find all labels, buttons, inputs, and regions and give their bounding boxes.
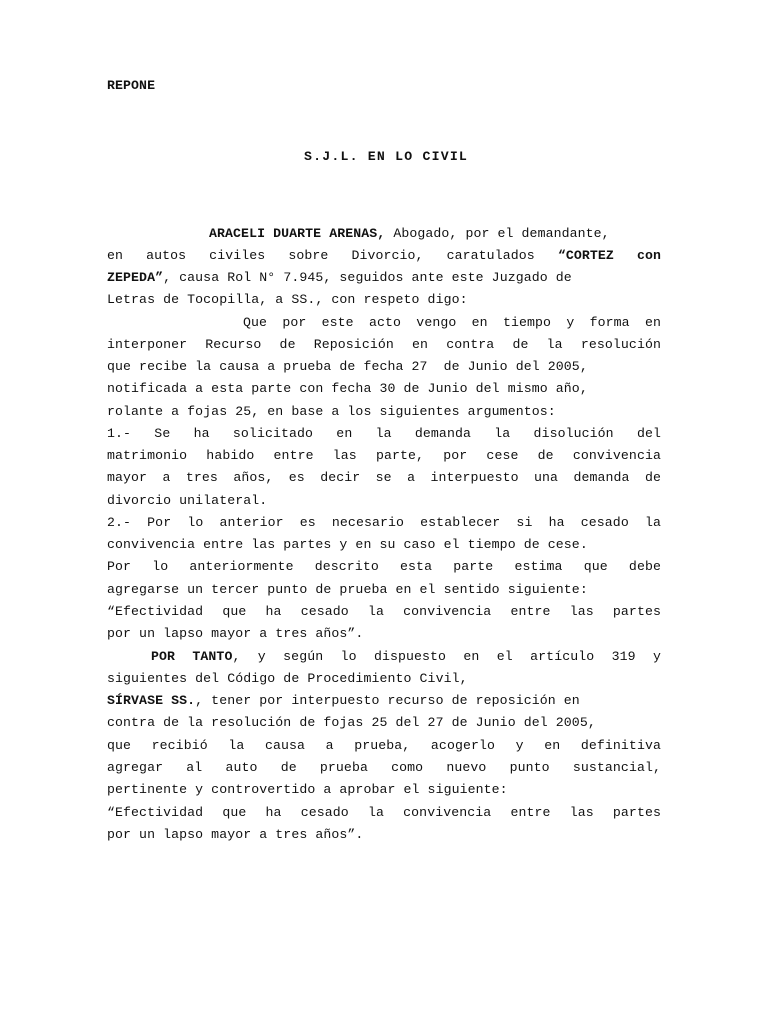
point-2-line-5: “Efectividad que ha cesado la convivencia entre las partes bbox=[107, 604, 661, 619]
conclusion-line-9: por un lapso mayor a tres años”. bbox=[107, 827, 364, 842]
document-heading: REPONE bbox=[107, 78, 156, 93]
paragraph-2-line-3: que recibe la causa a prueba de fecha 27 de Junio del 2005, bbox=[107, 359, 588, 374]
point-2-line-2: convivencia entre las partes y en su caso el tiempo de cese. bbox=[107, 537, 588, 552]
point-2-line-1: 2.- Por lo anterior es necesario establecer si ha cesado la bbox=[107, 515, 661, 530]
conclusion-line-4: contra de la resolución de fojas 25 del 27 de Junio del 2005, bbox=[107, 715, 596, 730]
point-1-line-3: mayor a tres años, es decir se a interpuesto una demanda de bbox=[107, 470, 661, 485]
case-caption-end: ZEPEDA” bbox=[107, 270, 164, 285]
paragraph-2-line-5: rolante a fojas 25, en base a los siguientes argumentos: bbox=[107, 404, 556, 419]
point-1-line-4: divorcio unilateral. bbox=[107, 493, 268, 508]
paragraph-1-line-3: ZEPEDA”, causa Rol N° 7.945, seguidos ante este Juzgado de bbox=[107, 270, 572, 285]
por-tanto: POR TANTO bbox=[151, 649, 233, 664]
lawyer-name: ARACELI DUARTE ARENAS, bbox=[209, 226, 386, 241]
sirvase-ss: SÍRVASE SS. bbox=[107, 693, 196, 708]
court-addressee: S.J.L. EN LO CIVIL bbox=[304, 149, 469, 164]
point-1-line-1: 1.- Se ha solicitado en la demanda la disolución del bbox=[107, 426, 661, 441]
case-caption-start: “CORTEZ con bbox=[557, 248, 661, 263]
conclusion-line-8: “Efectividad que ha cesado la convivencia entre las partes bbox=[107, 805, 661, 820]
conclusion-line-5: que recibió la causa a prueba, acogerlo y en definitiva bbox=[107, 738, 661, 753]
conclusion-line-3: SÍRVASE SS., tener por interpuesto recurso de reposición en bbox=[107, 693, 580, 708]
paragraph-1-line-1: ARACELI DUARTE ARENAS, Abogado, por el demandante, bbox=[209, 226, 610, 241]
paragraph-1-line-4: Letras de Tocopilla, a SS., con respeto digo: bbox=[107, 292, 468, 307]
conclusion-line-1: POR TANTO, y según lo dispuesto en el artículo 319 y bbox=[151, 649, 661, 664]
conclusion-line-2: siguientes del Código de Procedimiento Civil, bbox=[107, 671, 468, 686]
conclusion-line-6: agregar al auto de prueba como nuevo punto sustancial, bbox=[107, 760, 661, 775]
paragraph-2-line-2: interponer Recurso de Reposición en contra de la resolución bbox=[107, 337, 661, 352]
point-2-line-6: por un lapso mayor a tres años”. bbox=[107, 626, 364, 641]
point-1-line-2: matrimonio habido entre las parte, por cese de convivencia bbox=[107, 448, 661, 463]
point-2-line-3: Por lo anteriormente descrito esta parte estima que debe bbox=[107, 559, 661, 574]
point-2-line-4: agregarse un tercer punto de prueba en el sentido siguiente: bbox=[107, 582, 588, 597]
conclusion-line-7: pertinente y controvertido a aprobar el siguiente: bbox=[107, 782, 508, 797]
paragraph-2-line-4: notificada a esta parte con fecha 30 de Junio del mismo año, bbox=[107, 381, 588, 396]
paragraph-2-line-1: Que por este acto vengo en tiempo y forma en bbox=[243, 315, 661, 330]
paragraph-1-line-2: en autos civiles sobre Divorcio, caratulados “CORTEZ con bbox=[107, 248, 661, 263]
